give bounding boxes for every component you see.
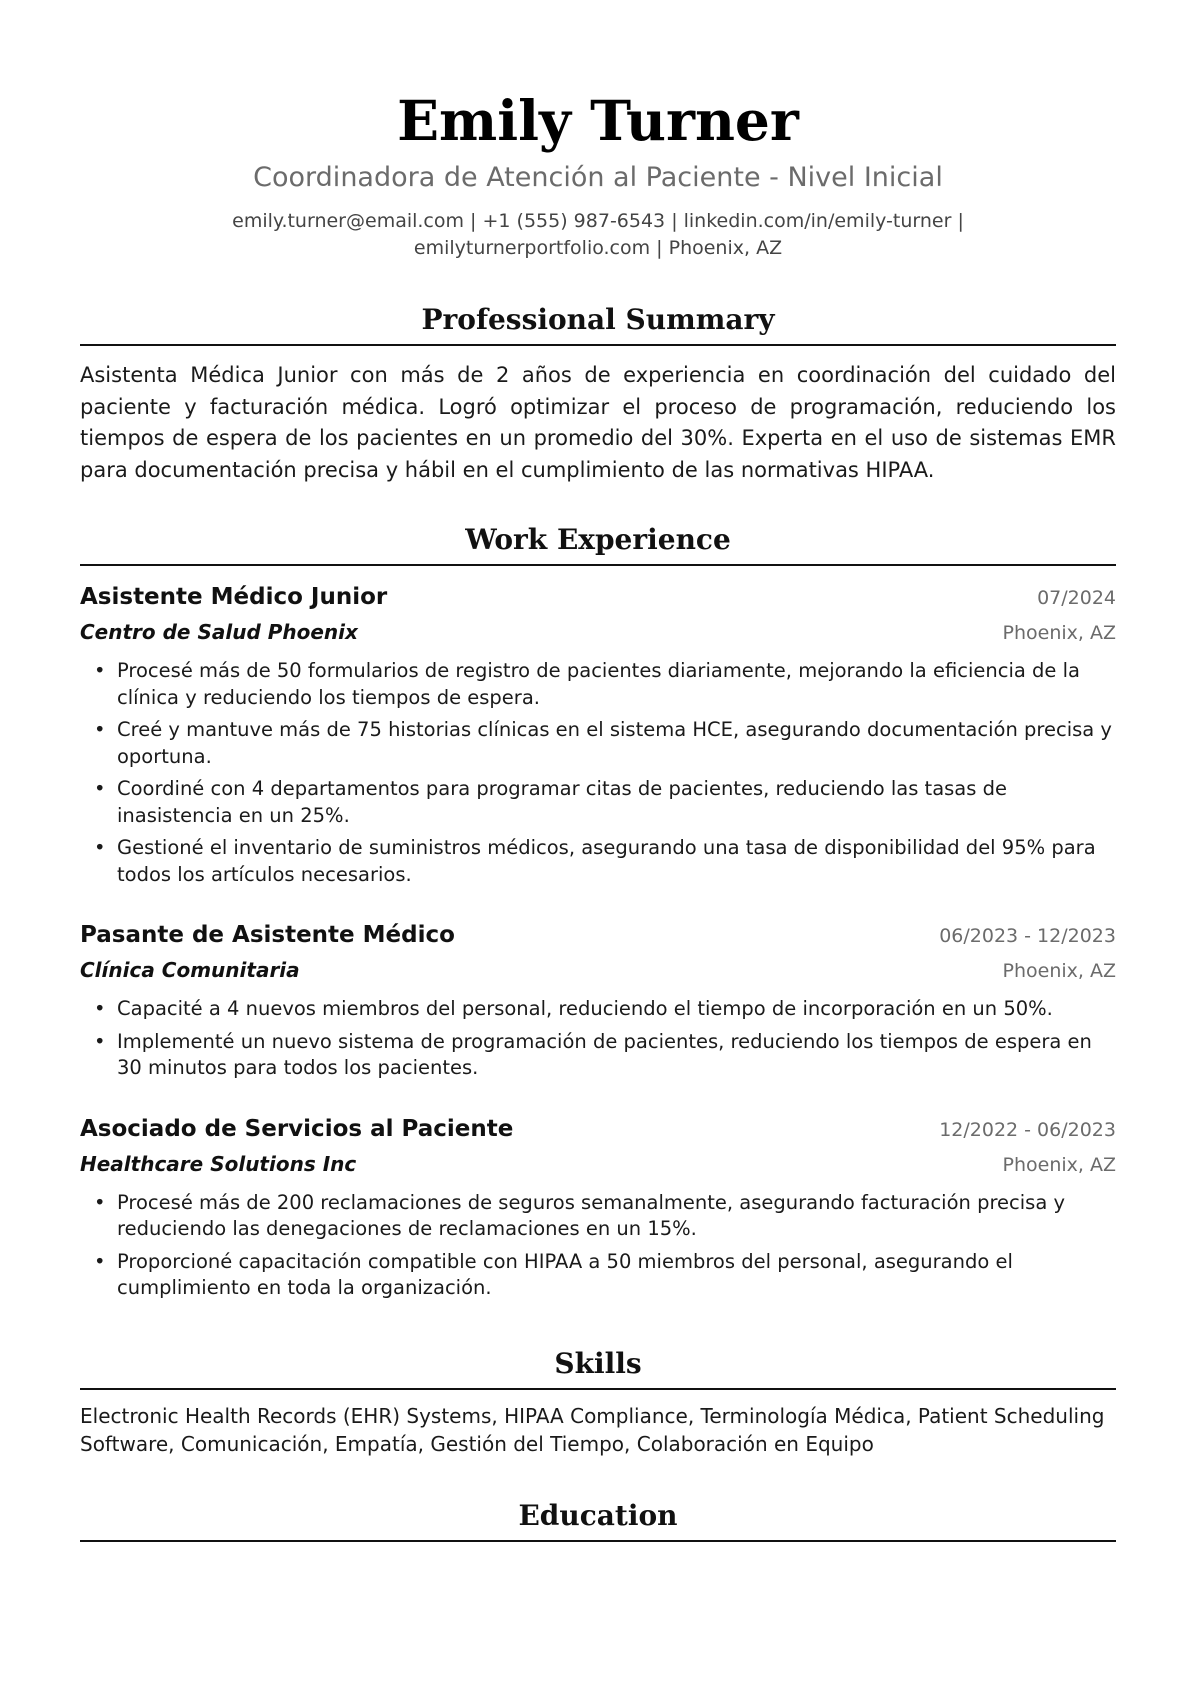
job-title-row (80, 918, 1116, 953)
job-bullets (80, 996, 1116, 1082)
job-company-row (80, 1147, 1116, 1182)
job-company-row (80, 615, 1116, 650)
job-date: 07/2024 (1037, 587, 1116, 609)
summary-section (80, 302, 1116, 486)
job-entry (80, 918, 1116, 1082)
job-bullet: • Capacité a 4 nuevos miembros del personal, reduciendo el tiempo de incorporación en un 50%. (80, 996, 1116, 1023)
experience-section (80, 522, 1116, 1302)
skills-title: Skills (80, 1346, 1116, 1390)
experience-title: Work Experience (80, 522, 1116, 566)
job-bullet: • Proporcioné capacitación compatible con HIPAA a 50 miembros del personal, asegurando el cumplimiento en toda la organización. (80, 1249, 1116, 1302)
contact-line: emily.turner@email.com | +1 (555) 987-6543 | linkedin.com/in/emily-turner | emilyturnerportfolio.com | Phoenix, AZ (232, 210, 964, 259)
job-entry (80, 580, 1116, 888)
job-title: Asistente Médico Junior (80, 584, 388, 610)
summary-title: Professional Summary (80, 302, 1116, 346)
job-company: Centro de Salud Phoenix (80, 620, 358, 644)
job-bullets (80, 1190, 1116, 1302)
resume-header (80, 0, 1116, 262)
job-bullet: • Creé y mantuve más de 75 historias clínicas en el sistema HCE, asegurando documentación precisa y oportuna. (80, 717, 1116, 770)
summary-text: Asistenta Médica Junior con más de 2 años de experiencia en coordinación del cuidado del paciente y facturación médica. Logró optimizar el proceso de programación, reduciendo los tiempos de espera de los pacientes en un promedio del 30%. Experta en el uso de sistemas EMR para documentación precisa y hábil en el cumplimiento de las normativas HIPAA. (80, 363, 1116, 482)
candidate-name: Emily Turner (397, 88, 799, 153)
job-bullet: • Procesé más de 200 reclamaciones de seguros semanalmente, asegurando facturación precisa y reduciendo las denegaciones de reclamaciones en un 15%. (80, 1190, 1116, 1243)
education-section (80, 1498, 1116, 1542)
skills-section (80, 1346, 1116, 1458)
job-date: 12/2022 - 06/2023 (939, 1118, 1116, 1141)
education-title: Education (80, 1498, 1116, 1542)
job-bullet: • Gestioné el inventario de suministros médicos, asegurando una tasa de disponibilidad del 95% para todos los artículos necesarios. (80, 835, 1116, 888)
job-company-row (80, 953, 1116, 988)
job-bullet: • Procesé más de 50 formularios de registro de pacientes diariamente, mejorando la eficiencia de la clínica y reduciendo los tiempos de espera. (80, 658, 1116, 711)
job-date: 06/2023 - 12/2023 (939, 925, 1116, 947)
job-title-row (80, 1112, 1116, 1147)
job-location: Phoenix, AZ (1002, 622, 1116, 644)
job-title: Pasante de Asistente Médico (80, 922, 455, 948)
job-bullet: • Implementé un nuevo sistema de programación de pacientes, reduciendo los tiempos de espera en 30 minutos para todos los pacientes. (80, 1029, 1116, 1082)
job-entry (80, 1112, 1116, 1302)
job-bullet: • Coordiné con 4 departamentos para programar citas de pacientes, reduciendo las tasas de inasistencia en un 25%. (80, 776, 1116, 829)
job-title-row (80, 580, 1116, 615)
job-company: Clínica Comunitaria (80, 958, 300, 982)
resume-page (80, 0, 1116, 1542)
job-title: Asociado de Servicios al Paciente (80, 1115, 514, 1142)
job-company: Healthcare Solutions Inc (80, 1151, 357, 1176)
job-bullets (80, 658, 1116, 888)
job-location: Phoenix, AZ (1002, 960, 1116, 982)
skills-text: Electronic Health Records (EHR) Systems, HIPAA Compliance, Terminología Médica, Patient Scheduling Software, Comunicación, Empatía, Gestión del Tiempo, Colaboración en Equipo (80, 1403, 1105, 1456)
candidate-headline: Coordinadora de Atención al Paciente - Nivel Inicial (253, 162, 943, 193)
job-location: Phoenix, AZ (1002, 1153, 1116, 1176)
